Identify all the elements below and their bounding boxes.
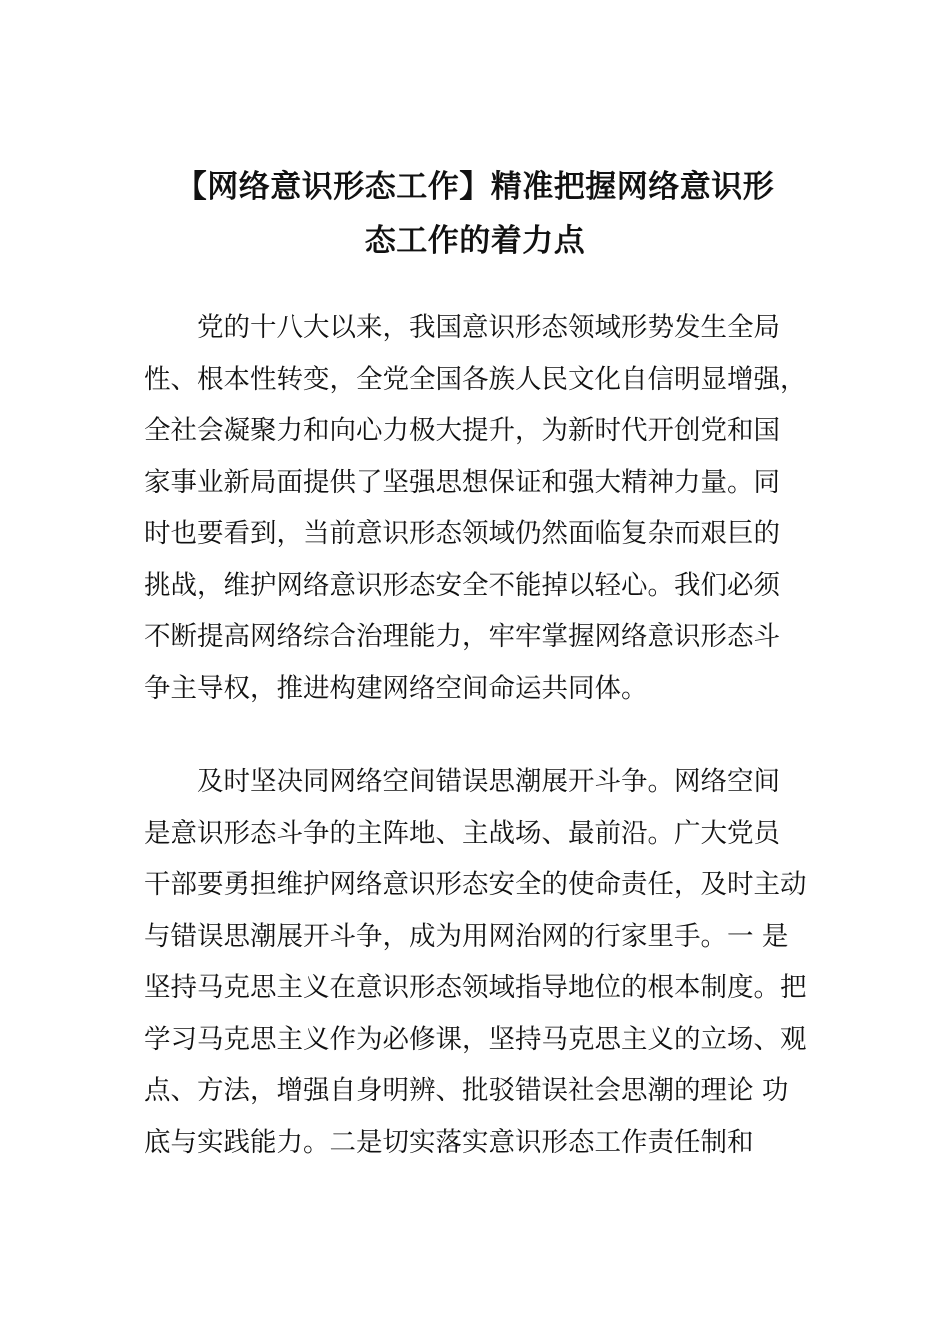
paragraph-line: 全社会凝聚力和向心力极大提升，为新时代开创党和国 [144, 415, 780, 446]
paragraph-line: 是意识形态斗争的主阵地、主战场、最前沿。广大党员 [144, 817, 780, 849]
paragraph-line: 党的十八大以来，我国意识形态领域形势发生全局 [197, 312, 780, 343]
body-paragraph [144, 302, 834, 714]
paragraph-line: 家事业新局面提供了坚强思想保证和强大精神力量。同 [144, 466, 780, 498]
title-line: 态工作的着力点 [364, 223, 586, 259]
paragraph-line: 点、方法，增强自身明辨、批驳错误社会思潮的理论 功 [144, 1075, 789, 1106]
paragraph-line: 挑战，维护网络意识形态安全不能掉以轻心。我们必须 [144, 569, 780, 601]
paragraph-line: 及时坚决同网络空间错误思潮展开斗争。网络空间 [197, 766, 780, 797]
paragraph-line: 坚持马克思主义在意识形态领域指导地位的根本制度。把 [144, 972, 807, 1003]
page-title [130, 160, 820, 268]
paragraph-line: 时也要看到，当前意识形态领域仍然面临复杂而艰巨的 [144, 518, 780, 549]
paragraph-line: 争主导权，推进构建网络空间命运共同体。 [144, 672, 648, 704]
body-paragraph [144, 756, 834, 1168]
paragraph-line: 不断提高网络综合治理能力，牢牢掌握网络意识形态斗 [144, 621, 780, 652]
paragraph-line: 与错误思潮展开斗争，成为用网治网的行家里手。一 是 [144, 920, 789, 952]
paragraph-line: 干部要勇担维护网络意识形态安全的使命责任，及时主动 [144, 869, 807, 900]
paragraph-line: 底与实践能力。二是切实落实意识形态工作责任制和 [144, 1126, 754, 1158]
paragraph-line: 学习马克思主义作为必修课，坚持马克思主义的立场、观 [144, 1023, 807, 1055]
paragraph-line: 性、根本性转变，全党全国各族人民文化自信明显增强， [144, 363, 807, 395]
title-line: 【网络意识形态工作】精准把握网络意识形 [175, 169, 775, 205]
